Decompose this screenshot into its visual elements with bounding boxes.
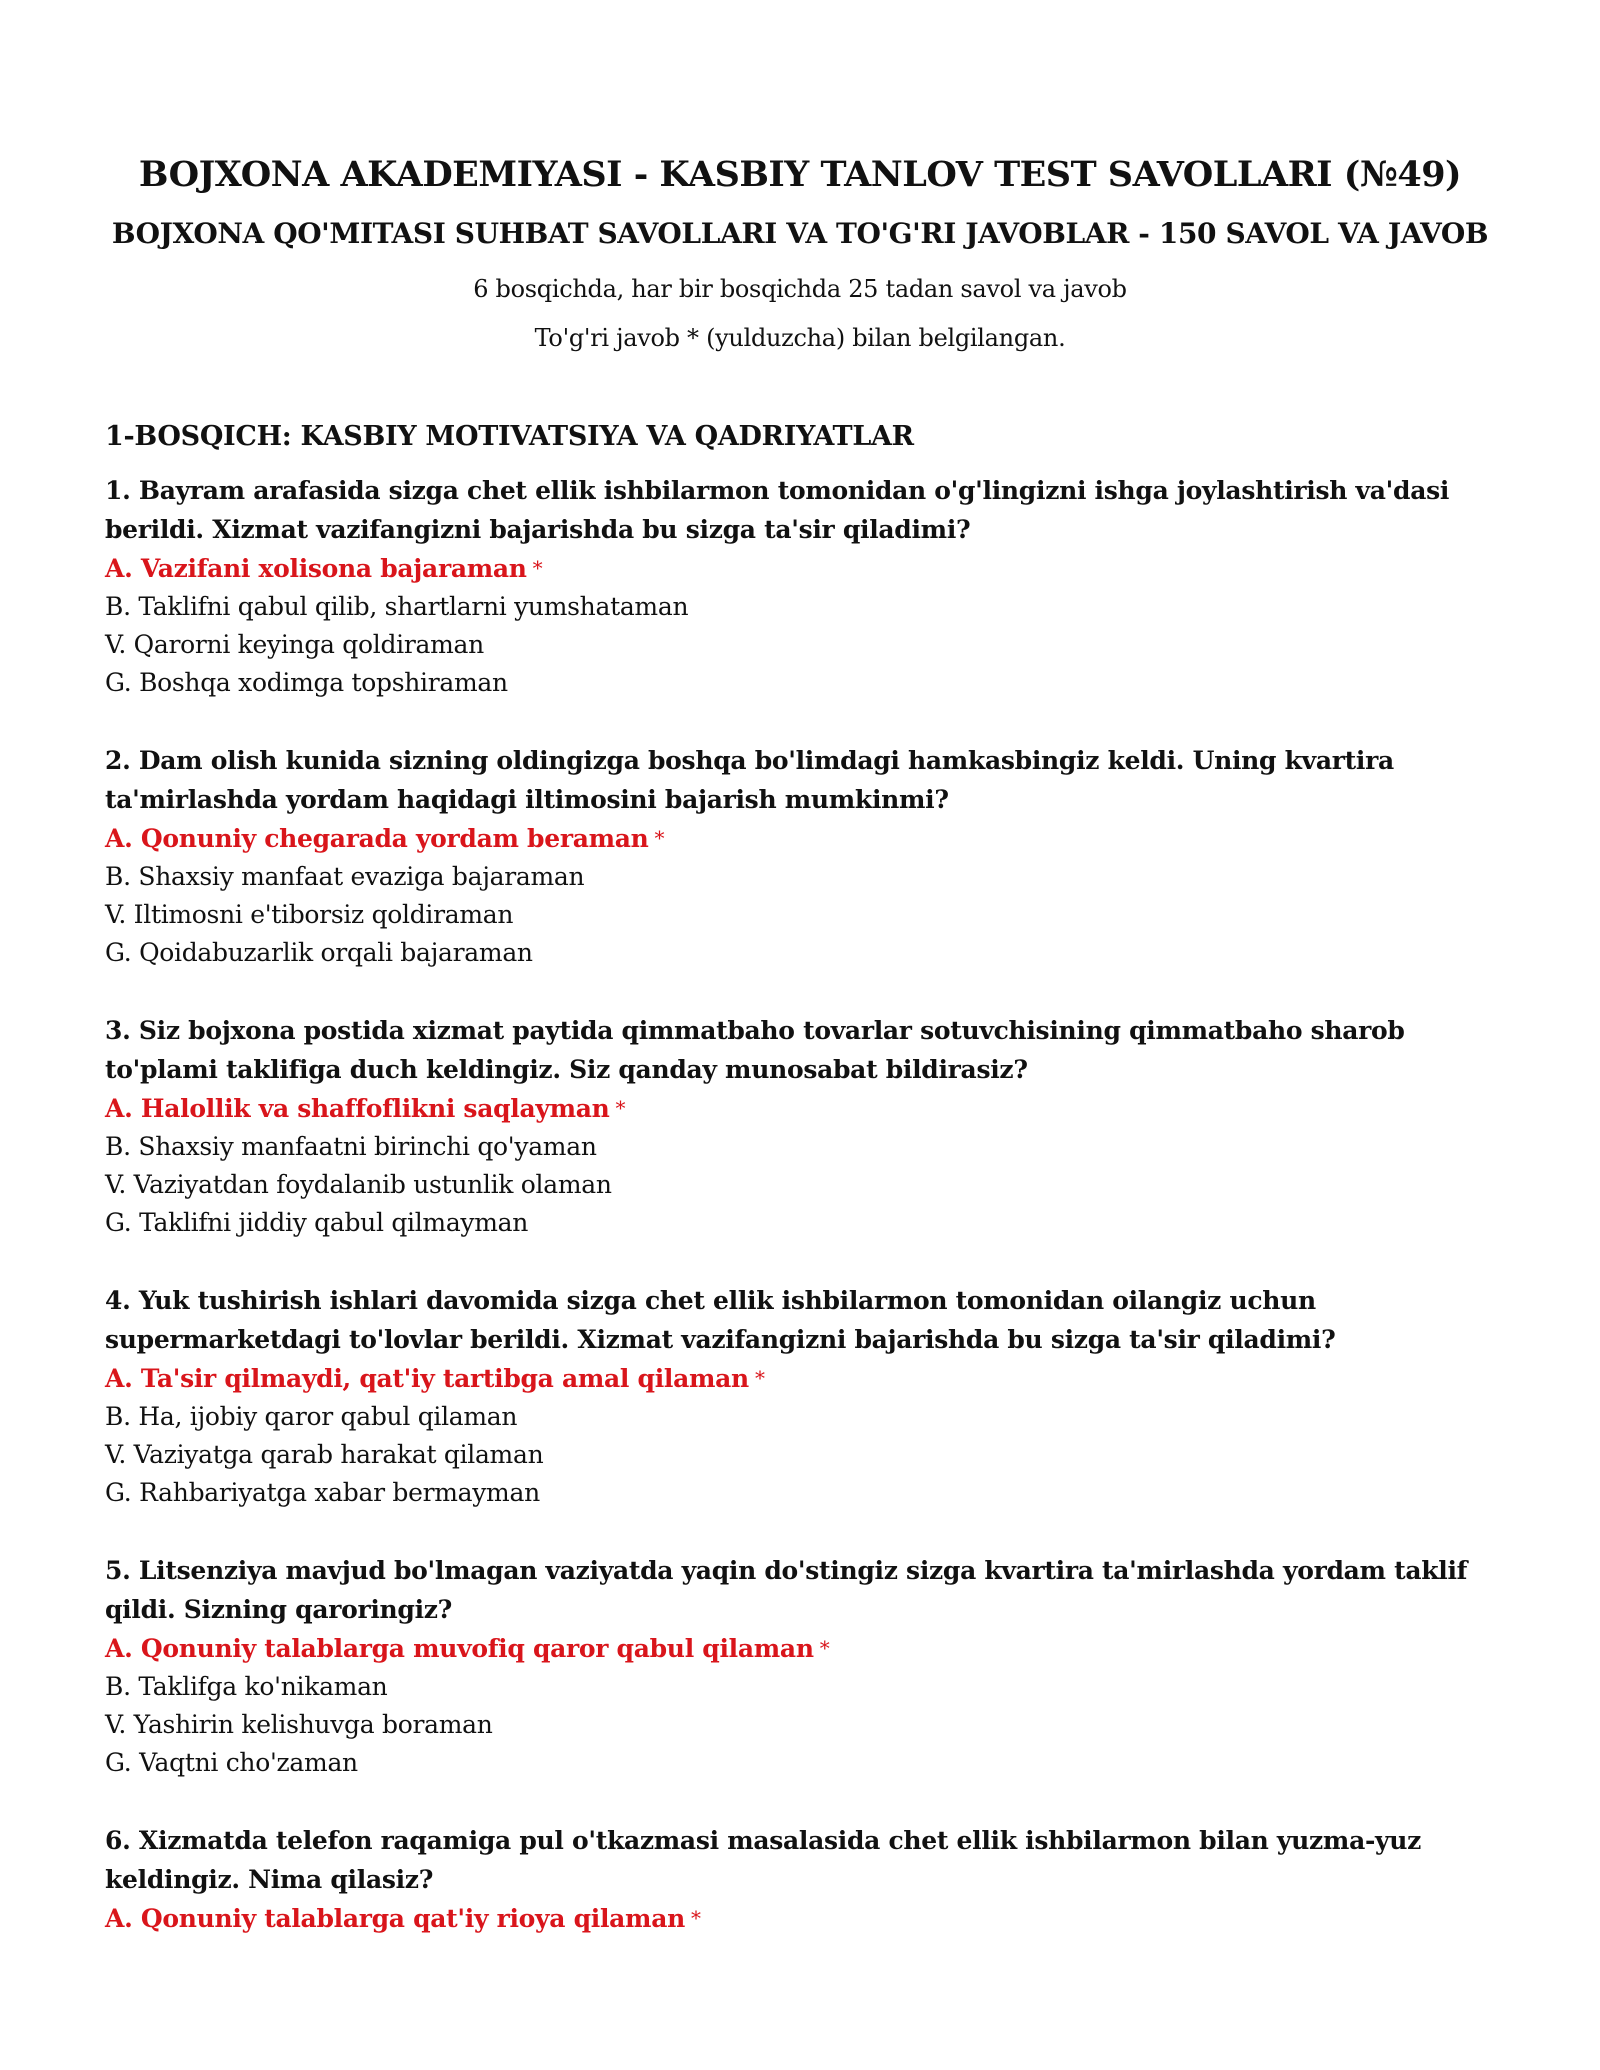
answer-option: V. Qarorni keyinga qoldiraman: [105, 630, 484, 659]
question-text: [105, 1011, 1505, 1089]
question-body: Dam olish kunida sizning oldingizga boshqa bo'limdagi hamkasbingiz keldi. Uning kvartira ta'mirlashda yordam haqidagi iltimosini bajarish mumkinmi?: [105, 746, 1394, 814]
answer-marking-note: To'g'ri javob * (yulduzcha) bilan belgilangan.: [534, 324, 1066, 352]
question-number: 5.: [105, 1556, 131, 1585]
answer-option: G. Boshqa xodimga topshiraman: [105, 668, 508, 697]
answer-option: V. Vaziyatdan foydalanib ustunlik olaman: [105, 1170, 612, 1199]
question-number: 2.: [105, 746, 131, 775]
question-text: [105, 741, 1505, 819]
correct-answer-text: A. Vazifani xolisona bajaraman: [105, 554, 527, 583]
question-number: 4.: [105, 1286, 131, 1315]
answer-option: G. Qoidabuzarlik orqali bajaraman: [105, 938, 533, 967]
question-number: 1.: [105, 476, 131, 505]
question-text: [105, 1551, 1505, 1629]
question-text: [105, 1281, 1505, 1359]
question-body: Siz bojxona postida xizmat paytida qimmatbaho tovarlar sotuvchisining qimmatbaho sharob to'plami taklifiga duch keldingiz. Siz qanday munosabat bildirasiz?: [105, 1016, 1405, 1084]
correct-answer-star: *: [654, 826, 665, 850]
question-body: Xizmatda telefon raqamiga pul o'tkazmasi masalasida chet ellik ishbilarmon bilan yuzma-yuz keldingiz. Nima qilasiz?: [105, 1826, 1422, 1894]
document-subtitle: BOJXONA QO'MITASI SUHBAT SAVOLLARI VA TO'G'RI JAVOBLAR - 150 SAVOL VA JAVOB: [111, 217, 1489, 250]
question-body: Bayram arafasida sizga chet ellik ishbilarmon tomonidan o'g'lingizni ishga joylashtirish va'dasi berildi. Xizmat vazifangizni bajarishda bu sizga ta'sir qiladimi?: [105, 476, 1450, 544]
correct-answer-text: A. Halollik va shaffoflikni saqlayman: [105, 1094, 610, 1123]
correct-answer: [105, 549, 1505, 588]
answer-option: B. Shaxsiy manfaat evaziga bajaraman: [105, 862, 585, 891]
correct-answer-text: A. Qonuniy chegarada yordam beraman: [105, 824, 649, 853]
answer-option: G. Rahbariyatga xabar bermayman: [105, 1478, 540, 1507]
correct-answer-star: *: [819, 1636, 830, 1660]
correct-answer: [105, 1359, 1505, 1398]
stage-heading: 1-BOSQICH: KASBIY MOTIVATSIYA VA QADRIYATLAR: [105, 421, 914, 452]
question-list: [105, 471, 1505, 1938]
question-text: [105, 1821, 1505, 1899]
question-item: [105, 1011, 1505, 1242]
question-item: [105, 471, 1505, 702]
answer-option: B. Shaxsiy manfaatni birinchi qo'yaman: [105, 1132, 597, 1161]
question-item: [105, 1821, 1505, 1938]
correct-answer: [105, 1899, 1505, 1938]
question-item: [105, 1281, 1505, 1512]
answer-option: V. Yashirin kelishuvga boraman: [105, 1710, 493, 1739]
question-item: [105, 1551, 1505, 1782]
correct-answer-star: *: [615, 1096, 626, 1120]
answer-option: G. Vaqtni cho'zaman: [105, 1748, 358, 1777]
answer-option: B. Taklifni qabul qilib, shartlarni yumshataman: [105, 592, 689, 621]
correct-answer: [105, 1629, 1505, 1668]
stages-info: 6 bosqichda, har bir bosqichda 25 tadan savol va javob: [473, 275, 1127, 303]
question-number: 6.: [105, 1826, 131, 1855]
question-text: [105, 471, 1505, 549]
correct-answer: [105, 819, 1505, 858]
correct-answer-text: A. Ta'sir qilmaydi, qat'iy tartibga amal qilaman: [105, 1364, 749, 1393]
question-item: [105, 741, 1505, 972]
correct-answer-text: A. Qonuniy talablarga qat'iy rioya qilaman: [105, 1904, 685, 1933]
question-number: 3.: [105, 1016, 131, 1045]
correct-answer: [105, 1089, 1505, 1128]
answer-option: V. Iltimosni e'tiborsiz qoldiraman: [105, 900, 514, 929]
questions-section: [105, 415, 1505, 1977]
answer-option: B. Taklifga ko'nikaman: [105, 1672, 388, 1701]
correct-answer-star: *: [690, 1906, 701, 1930]
correct-answer-star: *: [532, 556, 543, 580]
question-body: Litsenziya mavjud bo'lmagan vaziyatda yaqin do'stingiz sizga kvartira ta'mirlashda yordam taklif qildi. Sizning qaroringiz?: [105, 1556, 1468, 1624]
correct-answer-text: A. Qonuniy talablarga muvofiq qaror qabul qilaman: [105, 1634, 814, 1663]
answer-option: G. Taklifni jiddiy qabul qilmayman: [105, 1208, 529, 1237]
answer-option: B. Ha, ijobiy qaror qabul qilaman: [105, 1402, 518, 1431]
correct-answer-star: *: [754, 1366, 765, 1390]
answer-option: V. Vaziyatga qarab harakat qilaman: [105, 1440, 544, 1469]
question-body: Yuk tushirish ishlari davomida sizga chet ellik ishbilarmon tomonidan oilangiz uchun supermarketdagi to'lovlar berildi. Xizmat vazifangizni bajarishda bu sizga ta'sir qiladimi?: [105, 1286, 1336, 1354]
document-title: BOJXONA AKADEMIYASI - KASBIY TANLOV TEST SAVOLLARI (№49): [138, 154, 1462, 195]
